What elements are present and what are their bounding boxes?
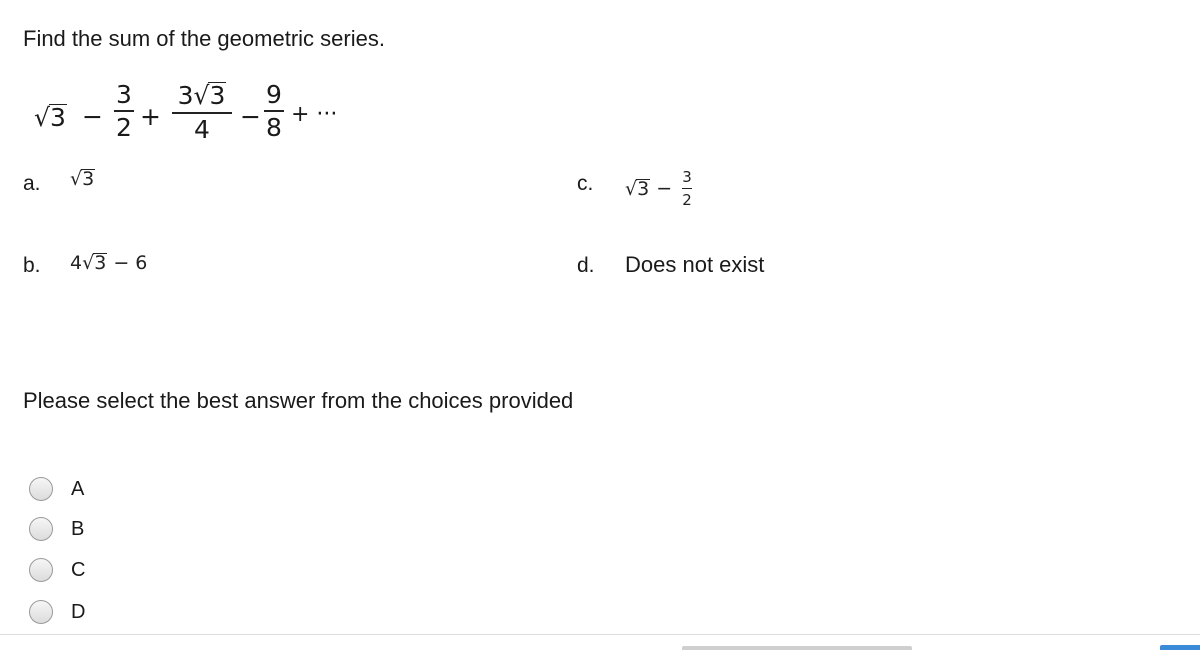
choice-c-den: 2 (682, 191, 692, 210)
choice-c-num: 3 (682, 168, 692, 186)
choice-c-minus: − (656, 177, 673, 200)
radio-option-d[interactable] (29, 597, 85, 627)
radio-option-a[interactable] (29, 474, 84, 504)
series-term-3-num: 3√3 (177, 81, 226, 110)
series-plus-1: + (140, 102, 161, 131)
series-minus-1: − (82, 102, 103, 131)
radio-button-d[interactable] (29, 600, 53, 624)
series-minus-2: − (240, 102, 261, 131)
series-term-1-radicand: 3 (49, 103, 66, 132)
series-term-4-den: 8 (266, 112, 282, 142)
radio-button-a[interactable] (29, 477, 53, 501)
choice-a-letter: a. (23, 172, 41, 195)
choice-a-radicand: 3 (82, 168, 95, 190)
instruction-text: Please select the best answer from the choices provided (23, 388, 574, 413)
series-term-4-num: 9 (266, 80, 282, 109)
choice-c-expression: √3 − $\frac{3}{2}$ (625, 168, 692, 210)
choice-d-letter: d. (577, 254, 595, 277)
series-term-4 (264, 82, 284, 140)
choice-b-expression: 4√3 − 6 (70, 252, 148, 274)
choice-c-fraction (682, 168, 692, 209)
choice-c-radicand: 3 (637, 177, 650, 200)
question-prompt: Find the sum of the geometric series. (23, 26, 385, 51)
series-term-2 (114, 82, 134, 140)
bottom-edge-control-left (682, 646, 912, 650)
radio-button-c[interactable] (29, 558, 53, 582)
series-term-3 (172, 82, 232, 142)
choice-c-letter: c. (577, 172, 594, 195)
series-term-1: √3 (34, 103, 66, 132)
series-term-3-den: 4 (194, 114, 210, 144)
radio-label-c[interactable]: C (71, 558, 86, 581)
radio-label-d[interactable]: D (71, 600, 86, 623)
choice-a-expression: √3 (70, 168, 95, 190)
series-term-2-num: 3 (116, 80, 132, 109)
choice-b-coef: 4 (70, 252, 83, 274)
choice-b-letter: b. (23, 254, 41, 277)
series-term-2-den: 2 (116, 112, 132, 142)
radio-option-b[interactable] (29, 514, 84, 544)
bottom-edge-control-right[interactable] (1160, 645, 1200, 650)
radio-option-c[interactable] (29, 555, 85, 585)
radio-button-b[interactable] (29, 517, 53, 541)
bottom-divider (0, 634, 1200, 635)
radio-label-a[interactable]: A (71, 477, 85, 500)
choice-d-text: Does not exist (625, 252, 765, 277)
choice-b-radicand: 3 (94, 252, 107, 274)
radio-label-b[interactable]: B (71, 517, 85, 540)
series-tail: + ··· (291, 102, 338, 127)
choice-b-rest: − 6 (113, 252, 148, 274)
